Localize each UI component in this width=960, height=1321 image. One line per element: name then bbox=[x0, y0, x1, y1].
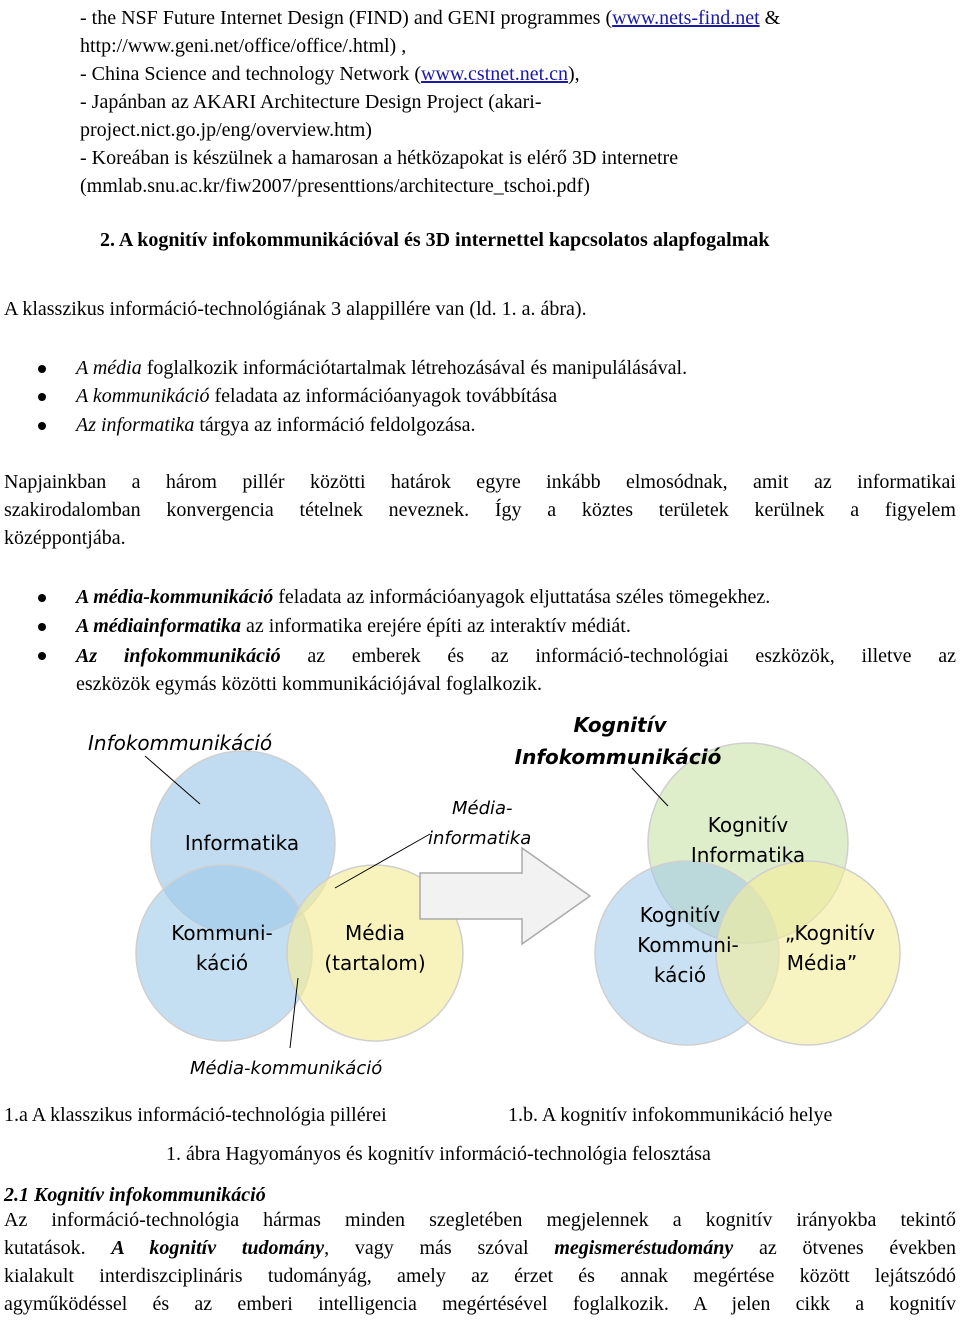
media-informatika-label-1: Média- bbox=[452, 798, 513, 819]
media-kommunikacio-label: Média-kommunikáció bbox=[190, 1058, 383, 1079]
ref-line-5: project.nict.go.jp/eng/overview.htm) bbox=[80, 119, 372, 141]
bullet-term: Az infokommunikáció bbox=[76, 645, 281, 667]
bullet-text: foglalkozik információtartalmak létrehozásával és manipulálásával. bbox=[141, 357, 688, 379]
section-2-1-heading: 2.1 Kognitív infokommunikáció bbox=[4, 1184, 266, 1206]
bullet-text: az informatika erejére építi az interaktív médiát. bbox=[241, 615, 631, 637]
s21-line-1: Az információ-technológia hármas minden szegletében megjelennek a kognitív irányokba tekintő bbox=[4, 1209, 956, 1231]
ref-line-2: http://www.geni.net/office/office/.html) , bbox=[80, 35, 407, 57]
kognitiv-title-1: Kognitív bbox=[573, 713, 667, 737]
bullet-text: feladata az információanyagok eljuttatása széles tömegekhez. bbox=[273, 586, 771, 608]
ref-text: ), bbox=[568, 63, 580, 85]
bullet-kommunikacio bbox=[76, 384, 557, 408]
kommunikacio-label-2: káció bbox=[195, 951, 249, 975]
ref-line-7: (mmlab.snu.ac.kr/fiw2007/presenttions/architecture_tschoi.pdf) bbox=[80, 175, 590, 197]
bullet-dot bbox=[38, 365, 46, 373]
s21-text: , vagy más szóval bbox=[324, 1237, 555, 1259]
bullet-media bbox=[76, 356, 687, 380]
bullet-dot bbox=[38, 594, 46, 602]
section-2-heading: 2. A kognitív infokommunikációval és 3D internettel kapcsolatos alapfogalmak bbox=[100, 229, 770, 251]
para-line-1: Napjainkban a három pillér közötti határok egyre inkább elmosódnak, amit az informatikai bbox=[4, 471, 956, 493]
bullet-media-kommunikacio bbox=[76, 585, 770, 609]
s21-line-4: agyműködéssel és az emberi intelligencia megértésével foglalkozik. A jelen cikk a kognitív bbox=[4, 1293, 956, 1315]
infokommunikacio-label: Infokommunikáció bbox=[88, 731, 273, 755]
media-label-1: Média bbox=[344, 921, 406, 945]
kognitiv-media-label-1: „Kognitív bbox=[784, 921, 876, 945]
cstnet-link[interactable]: www.cstnet.net.cn bbox=[421, 63, 569, 85]
s21-term: megismeréstudomány bbox=[554, 1237, 734, 1259]
bullet-text: tárgya az információ feldolgozása. bbox=[194, 414, 476, 436]
venn-figure bbox=[0, 708, 960, 1100]
bullet-term: A média-kommunikáció bbox=[76, 586, 274, 608]
bullet-dot bbox=[38, 393, 46, 401]
bullet-text: feladata az információanyagok továbbítása bbox=[209, 385, 558, 407]
bullet-term: A média bbox=[76, 357, 142, 379]
kommunikacio-label-1: Kommuni- bbox=[171, 921, 273, 945]
kognitiv-informatika-label-1: Kognitív bbox=[707, 813, 789, 837]
kognitiv-kommunikacio-label-2: Kommuni- bbox=[637, 933, 739, 957]
bullet-text: az emberek és az információ-technológiai eszközök, illetve az bbox=[280, 645, 956, 667]
caption-1b: 1.b. A kognitív infokommunikáció helye bbox=[508, 1104, 833, 1126]
s21-text: az ötvenes években bbox=[733, 1237, 957, 1259]
bullet-term: Az informatika bbox=[76, 414, 195, 436]
bullet-informatika bbox=[76, 413, 476, 437]
bullet-infokommunikacio-cont: eszközök egymás közötti kommunikációjával foglalkozik. bbox=[76, 673, 542, 695]
caption-1a: 1.a A klasszikus információ-technológia pillérei bbox=[4, 1104, 387, 1126]
ref-line-6: - Koreában is készülnek a hamarosan a hétközapokat is elérő 3D internetre bbox=[80, 147, 679, 169]
ref-text: & bbox=[759, 7, 781, 29]
ref-text: - the NSF Future Internet Design (FIND) and GENI programmes ( bbox=[80, 7, 613, 29]
para-line-2: szakirodalomban konvergencia tételnek neveznek. Így a köztes területek kerülnek a figyelem bbox=[4, 499, 956, 521]
ref-text: - China Science and technology Network ( bbox=[80, 63, 422, 85]
pointer-line bbox=[632, 768, 668, 806]
kognitiv-title-2: Infokommunikáció bbox=[514, 745, 722, 769]
ref-line-1 bbox=[80, 6, 780, 30]
bullet-term: A kommunikáció bbox=[76, 385, 210, 407]
informatika-label: Informatika bbox=[184, 831, 300, 855]
section-2-intro: A klasszikus információ-technológiának 3 alappillére van (ld. 1. a. ábra). bbox=[4, 298, 587, 320]
kognitiv-kommunikacio-label-1: Kognitív bbox=[639, 903, 721, 927]
nets-find-link[interactable]: www.nets-find.net bbox=[612, 7, 760, 29]
ref-line-3 bbox=[80, 62, 580, 86]
s21-text: kutatások. bbox=[4, 1237, 112, 1259]
media-label-2: (tartalom) bbox=[324, 951, 426, 975]
bullet-dot bbox=[38, 623, 46, 631]
bullet-term: A médiainformatika bbox=[76, 615, 242, 637]
figure-caption: 1. ábra Hagyományos és kognitív információ-technológia felosztása bbox=[166, 1143, 711, 1165]
kognitiv-informatika-label-2: Informatika bbox=[690, 843, 806, 867]
bullet-infokommunikacio bbox=[76, 642, 956, 670]
media-informatika-label-2: informatika bbox=[428, 828, 532, 849]
s21-line-2 bbox=[4, 1234, 956, 1262]
s21-term: A kognitív tudomány bbox=[111, 1237, 325, 1259]
bullet-dot bbox=[38, 652, 46, 660]
bullet-dot bbox=[38, 422, 46, 430]
kognitiv-kommunikacio-label-3: káció bbox=[653, 963, 707, 987]
ref-line-4: - Japánban az AKARI Architecture Design Project (akari- bbox=[80, 91, 542, 113]
para-line-3: középpontjába. bbox=[4, 527, 126, 549]
bullet-mediainformatika bbox=[76, 614, 631, 638]
s21-line-3: kialakult interdiszciplináris tudományág, amely az érzet és annak megértése között lejátszódó bbox=[4, 1265, 956, 1287]
kognitiv-media-label-2: Média” bbox=[786, 951, 858, 975]
